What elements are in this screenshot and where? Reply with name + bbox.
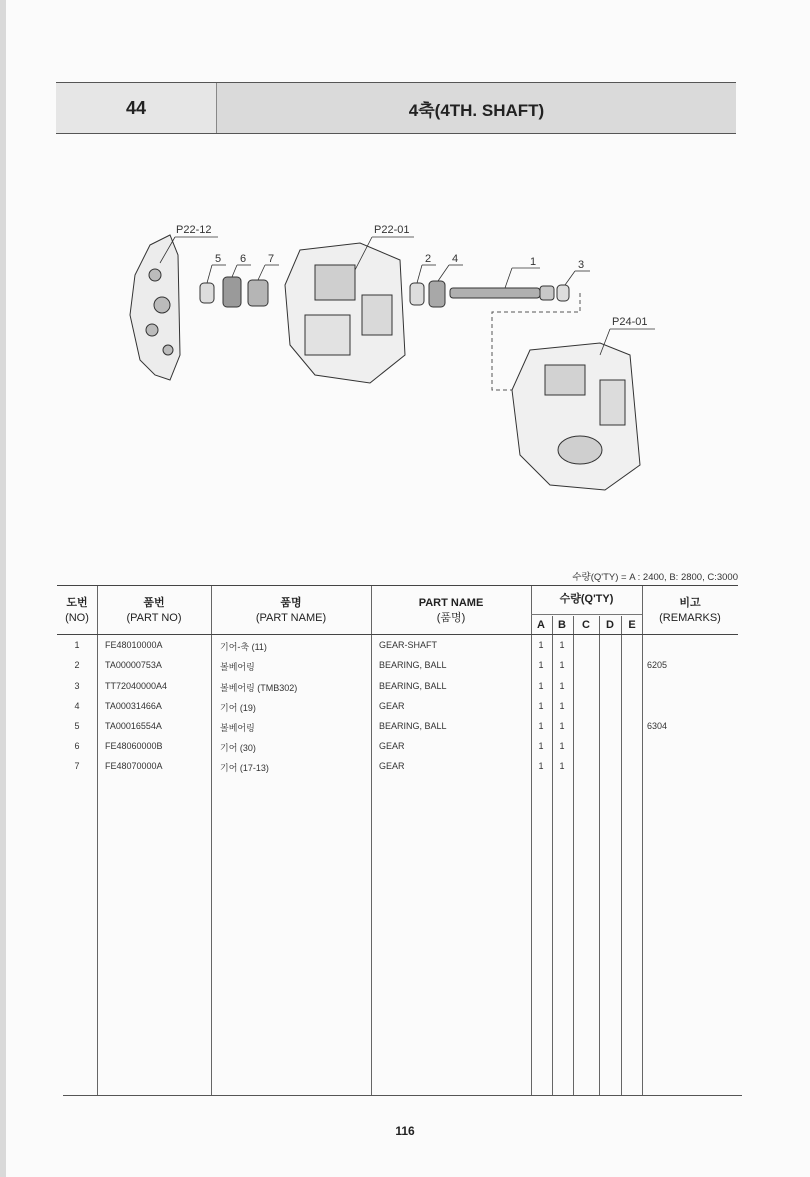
callout-1: 1 — [530, 256, 537, 268]
rear-housing-drawing — [512, 343, 640, 490]
cell-name-ko: 기어 (19) — [220, 703, 256, 713]
cell-qty-a: 1 — [538, 640, 544, 650]
header-remarks-ko: 비고 — [679, 597, 701, 609]
callout-p2401: P24-01 — [612, 316, 648, 328]
section-header — [56, 82, 736, 134]
cell-name-ko: 볼베어링 — [220, 723, 255, 733]
cell-qty-b: 1 — [559, 681, 565, 691]
table-row — [57, 737, 738, 757]
exploded-parts-diagram — [100, 205, 700, 525]
callout-5: 5 — [215, 253, 222, 265]
small-parts-left — [200, 277, 268, 307]
cell-remarks: 6304 — [647, 721, 668, 731]
cell-qty-a: 1 — [538, 660, 544, 670]
cell-no: 2 — [74, 660, 80, 670]
cell-no: 5 — [74, 721, 80, 731]
callout-p2201: P22-01 — [374, 224, 410, 236]
cell-qty-a: 1 — [538, 681, 544, 691]
callout-3: 3 — [578, 259, 585, 271]
cell-name-en: BEARING, BALL — [379, 660, 447, 670]
cell-qty-a: 1 — [538, 741, 544, 751]
cell-qty-a: 1 — [538, 761, 544, 771]
quantity-note: 수량(Q'TY) = A : 2400, B: 2800, C:3000 — [572, 572, 738, 583]
cell-name-en: GEAR — [379, 761, 405, 771]
header-part-name-en-ko: (품명) — [436, 612, 466, 624]
cell-part-no: TA00031466A — [105, 701, 162, 711]
cell-no: 7 — [74, 761, 80, 771]
header-remarks-en: (REMARKS) — [659, 612, 721, 624]
transmission-housing-drawing — [285, 243, 405, 383]
table-bottom-rule — [63, 1095, 742, 1096]
header-part-name-ko — [211, 596, 371, 626]
table-row — [57, 697, 738, 717]
cell-part-no: TA00016554A — [105, 721, 162, 731]
table-row — [57, 757, 738, 777]
cell-part-no: TT72040000A4 — [105, 681, 168, 691]
cell-no: 4 — [74, 701, 80, 711]
cell-part-no: FE48070000A — [105, 761, 163, 771]
cell-name-en: BEARING, BALL — [379, 721, 447, 731]
cell-name-ko: 기어 (30) — [220, 743, 256, 753]
section-title: 4축(4TH. SHAFT) — [217, 83, 736, 133]
table-row — [57, 636, 738, 656]
cell-qty-b: 1 — [559, 660, 565, 670]
callout-4: 4 — [452, 253, 459, 265]
header-qty-a: A — [537, 619, 545, 631]
header-remarks — [642, 596, 738, 626]
header-part-no-ko: 품번 — [143, 597, 165, 609]
cell-part-no: FE48010000A — [105, 640, 163, 650]
cell-name-ko: 볼베어링 — [220, 662, 255, 672]
cell-no: 3 — [74, 681, 80, 691]
page-number: 116 — [395, 1124, 415, 1138]
header-qty-b: B — [558, 619, 566, 631]
header-part-name-ko-en: (PART NAME) — [255, 612, 327, 624]
cell-name-ko: 기어-축 (11) — [220, 642, 267, 652]
header-qty-c: C — [582, 619, 590, 631]
cell-qty-b: 1 — [559, 721, 565, 731]
parts-table — [57, 585, 738, 1098]
header-part-no-en: (PART NO) — [126, 612, 182, 624]
page-edge — [0, 0, 6, 1177]
table-row — [57, 656, 738, 676]
header-part-name-en — [371, 596, 531, 626]
header-no-en: (NO) — [65, 612, 89, 624]
table-row — [57, 717, 738, 737]
callout-6: 6 — [240, 253, 247, 265]
header-no-ko: 도번 — [66, 597, 88, 609]
cell-name-en: GEAR — [379, 741, 405, 751]
callout-2: 2 — [425, 253, 432, 265]
cell-part-no: TA00000753A — [105, 660, 162, 670]
header-part-name-en-label: PART NAME — [418, 597, 484, 609]
section-number: 44 — [56, 83, 217, 133]
cell-part-no: FE48060000B — [105, 741, 163, 751]
cell-qty-a: 1 — [538, 721, 544, 731]
header-no — [57, 596, 97, 626]
cell-qty-b: 1 — [559, 640, 565, 650]
header-qty-d: D — [606, 619, 614, 631]
callout-7: 7 — [268, 253, 275, 265]
cell-no: 1 — [74, 640, 80, 650]
cell-name-en: GEAR — [379, 701, 405, 711]
header-qty: 수량(Q'TY) — [559, 593, 614, 605]
callout-p2212: P22-12 — [176, 224, 212, 236]
cell-name-en: BEARING, BALL — [379, 681, 447, 691]
cell-qty-b: 1 — [559, 761, 565, 771]
cell-remarks: 6205 — [647, 660, 668, 670]
cover-plate-drawing — [130, 235, 180, 380]
cell-name-en: GEAR-SHAFT — [379, 640, 438, 650]
cell-no: 6 — [74, 741, 80, 751]
header-qty-e: E — [628, 619, 636, 631]
cell-qty-b: 1 — [559, 701, 565, 711]
header-part-no — [97, 596, 211, 626]
header-part-name-ko-label: 품명 — [280, 597, 302, 609]
table-row — [57, 677, 738, 697]
cell-qty-b: 1 — [559, 741, 565, 751]
cell-name-ko: 볼베어링 (TMB302) — [220, 683, 298, 693]
shaft-assembly-drawing — [410, 281, 569, 307]
cell-name-ko: 기어 (17-13) — [220, 763, 269, 773]
cell-qty-a: 1 — [538, 701, 544, 711]
